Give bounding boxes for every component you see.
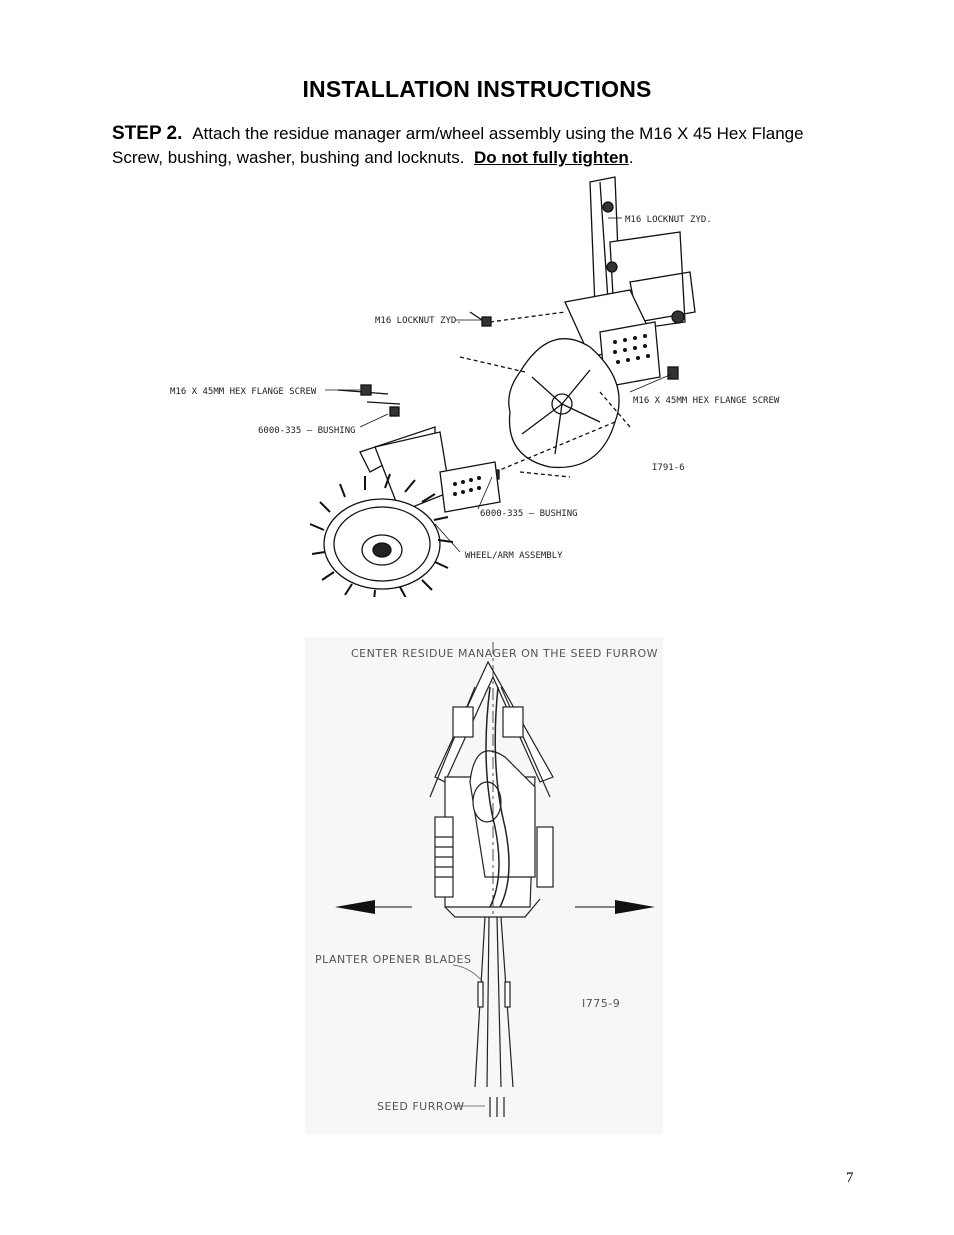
figure-code-2: I775-9: [582, 997, 621, 1010]
figure-code-1: I791-6: [652, 463, 685, 473]
page-title: INSTALLATION INSTRUCTIONS: [302, 76, 652, 102]
label-blades: PLANTER OPENER BLADES: [315, 953, 472, 966]
assembly-drawing: [160, 172, 800, 597]
label-locknut-mid: M16 LOCKNUT ZYD.: [375, 316, 462, 326]
step-emphasis: Do not fully tighten: [473, 148, 629, 167]
assembly-diagram: [160, 172, 800, 597]
instruction-paragraph: [112, 122, 852, 170]
step-label: STEP 2.: [112, 123, 183, 144]
step-end: .: [628, 148, 634, 167]
furrow-diagram: [305, 637, 663, 1134]
label-bushing-right: 6000-335 – BUSHING: [480, 509, 578, 519]
label-screw-right: M16 X 45MM HEX FLANGE SCREW: [633, 396, 780, 406]
left-arrow-icon: [335, 900, 375, 914]
label-screw-left: M16 X 45MM HEX FLANGE SCREW: [170, 387, 317, 397]
label-furrow: SEED FURROW: [377, 1100, 465, 1113]
label-center: CENTER RESIDUE MANAGER ON THE SEED FURROW: [351, 647, 659, 660]
label-bushing-left: 6000-335 – BUSHING: [258, 426, 356, 436]
furrow-drawing: [305, 637, 663, 1134]
label-locknut-top: M16 LOCKNUT ZYD.: [625, 215, 712, 225]
page-number: 7: [846, 1170, 854, 1186]
label-assembly: WHEEL/ARM ASSEMBLY: [465, 551, 563, 561]
right-arrow-icon: [615, 900, 655, 914]
step-text: Attach the residue manager arm/wheel assembly using the M16 X 45 Hex Flange Screw, bushing, washer, bushing and locknuts.: [112, 124, 804, 167]
